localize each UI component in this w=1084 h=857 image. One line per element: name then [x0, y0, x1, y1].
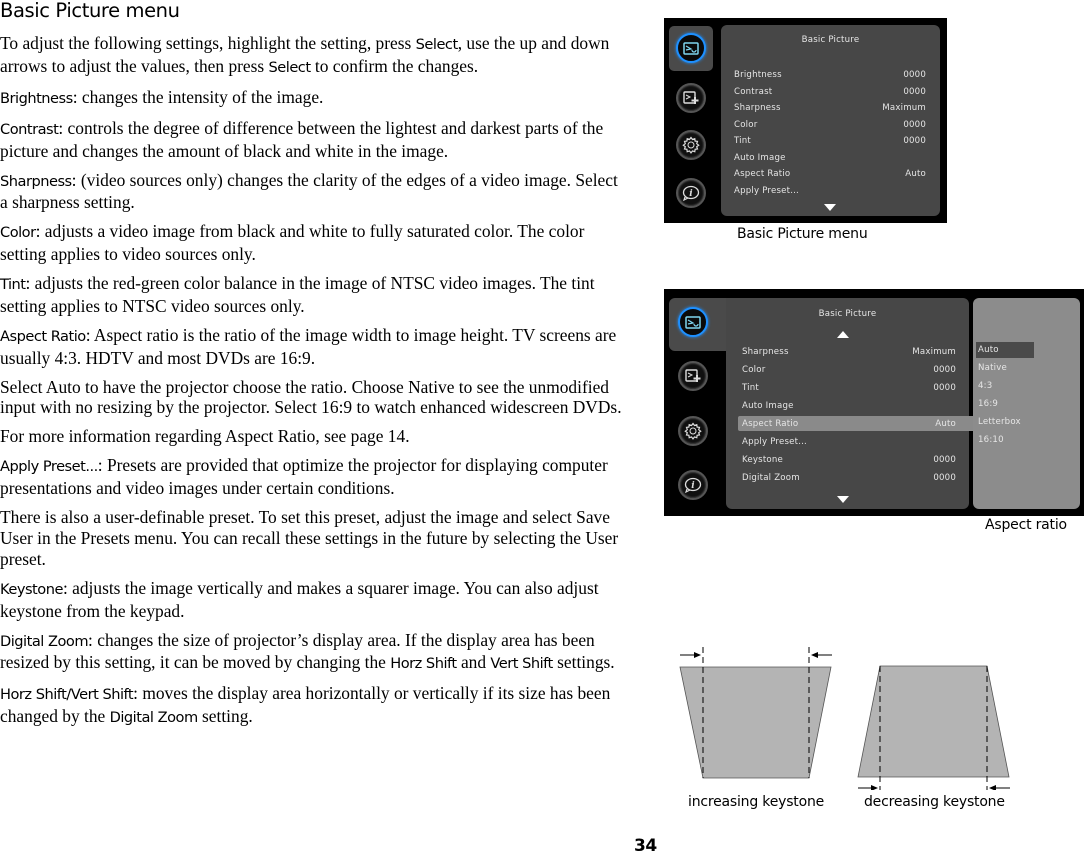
- info-icon[interactable]: [678, 470, 708, 500]
- aspect-ratio-paragraph: Aspect Ratio: Aspect ratio is the ratio of the image width to image height. TV screens are usually 4:3. HDTV and most DVDs are 16:9.: [0, 324, 617, 368]
- decreasing-keystone-caption: decreasing keystone: [864, 794, 1005, 810]
- menu-row-tint[interactable]: Tint 0000: [742, 382, 956, 393]
- advanced-picture-icon[interactable]: [678, 361, 708, 391]
- menu-row-auto-image[interactable]: Auto Image: [734, 152, 786, 163]
- increasing-keystone-caption: increasing keystone: [688, 794, 825, 810]
- aspect-ratio-submenu: [973, 298, 1080, 509]
- aspect-ratio-menu-screenshot: [664, 289, 1084, 516]
- menu-row-aspect-ratio[interactable]: Aspect Ratio Auto: [734, 169, 926, 179]
- shift-paragraph: Horz Shift/Vert Shift: moves the display area horizontally or vertically if its size has been changed by the Digital Zoom setting.: [0, 683, 611, 727]
- menu-row-sharpness[interactable]: Sharpness Maximum: [742, 346, 956, 357]
- basic-picture-panel: [721, 25, 940, 216]
- scroll-down-arrow-icon[interactable]: [837, 496, 849, 503]
- decreasing-keystone-shape: [858, 666, 1010, 790]
- aspect-ratio-caption: Aspect ratio: [985, 517, 1067, 533]
- aspect-ratio-options-paragraph: Select Auto to have the projector choose the ratio. Choose Native to see the unmodified input with no resizing by the projector. Select 16:9 to watch enhanced widescreen DVDs.: [0, 376, 622, 418]
- picture-icon[interactable]: [678, 307, 708, 337]
- color-paragraph: Color: adjusts a video image from black and white to fully saturated color. The color setting applies to video sources only.: [0, 221, 585, 265]
- menu-row-sharpness[interactable]: Sharpness Maximum: [734, 103, 926, 113]
- submenu-option-4-3[interactable]: 4:3: [978, 381, 993, 391]
- submenu-option-16-9[interactable]: 16:9: [978, 399, 999, 409]
- svg-text:i: i: [691, 481, 695, 491]
- menu-row-aspect-ratio-highlighted[interactable]: Aspect Ratio Auto: [738, 416, 969, 431]
- settings-gear-icon[interactable]: [678, 416, 708, 446]
- body-text: [0, 33, 626, 737]
- menu-row-color[interactable]: Color 0000: [742, 364, 956, 375]
- submenu-option-auto[interactable]: Auto: [976, 342, 1034, 358]
- aspect-ratio-reference: For more information regarding Aspect Ratio, see page 14.: [0, 426, 410, 447]
- menu-row-apply-preset[interactable]: Apply Preset...: [734, 185, 799, 196]
- svg-text:i: i: [689, 189, 693, 199]
- menu-row-color[interactable]: Color 0000: [734, 119, 926, 130]
- submenu-option-native[interactable]: Native: [978, 363, 1008, 373]
- increasing-keystone-shape: [680, 647, 832, 778]
- info-icon[interactable]: [676, 178, 706, 208]
- tint-paragraph: Tint: adjusts the red-green color balance in the image of NTSC video images. The tint setting applies to NTSC video sources only.: [0, 273, 595, 316]
- submenu-option-16-10[interactable]: 16:10: [978, 435, 1004, 445]
- advanced-picture-icon[interactable]: [676, 83, 706, 113]
- settings-gear-icon[interactable]: [676, 130, 706, 160]
- menu-row-brightness[interactable]: Brightness 0000: [734, 70, 926, 80]
- submenu-option-letterbox[interactable]: Letterbox: [978, 417, 1021, 427]
- menu-row-auto-image[interactable]: Auto Image: [742, 400, 794, 411]
- basic-picture-panel: [726, 298, 969, 509]
- select-term: Select: [415, 36, 458, 53]
- menu-row-apply-preset[interactable]: Apply Preset...: [742, 436, 807, 447]
- intro-paragraph: To adjust the following settings, highlight the setting, press Select, use the up and down arrows to adjust the values, then press Select to confirm the changes.: [0, 33, 610, 76]
- brightness-paragraph: Brightness: changes the intensity of the image.: [0, 86, 324, 107]
- picture-icon[interactable]: [676, 33, 706, 63]
- scroll-up-arrow-icon[interactable]: [837, 331, 849, 338]
- page-title: Basic Picture menu: [0, 0, 180, 22]
- basic-picture-menu-caption: Basic Picture menu: [737, 226, 868, 242]
- keystone-paragraph: Keystone: adjusts the image vertically and makes a squarer image. You can also adjust keystone from the keypad.: [0, 577, 599, 621]
- menu-row-contrast[interactable]: Contrast 0000: [734, 86, 926, 97]
- digital-zoom-paragraph: Digital Zoom: changes the size of projector’s display area. If the display area has been resized by this setting, it can be moved by changing the Horz Shift and Vert Shift settings.: [0, 629, 615, 673]
- panel-title: Basic Picture: [801, 35, 860, 45]
- user-preset-paragraph: There is also a user-definable preset. To set this preset, adjust the image and select Save User in the Presets menu. You can recall these settings in the future by selecting the User preset.: [0, 507, 619, 569]
- apply-preset-paragraph: Apply Preset...: Presets are provided that optimize the projector for displaying computer presentations and video images under certain conditions.: [0, 455, 608, 499]
- contrast-paragraph: Contrast: controls the degree of difference between the lightest and darkest parts of the picture and changes the amount of black and white in the image.: [0, 117, 604, 161]
- basic-picture-menu-screenshot: [664, 18, 947, 223]
- select-term: Select: [268, 58, 311, 76]
- menu-row-keystone[interactable]: Keystone 0000: [742, 454, 956, 465]
- keystone-diagram: [670, 640, 1020, 790]
- scroll-down-arrow-icon[interactable]: [824, 204, 836, 211]
- menu-row-tint[interactable]: Tint 0000: [734, 136, 926, 146]
- panel-title: Basic Picture: [818, 309, 877, 319]
- page-number: 34: [634, 836, 657, 856]
- sharpness-paragraph: Sharpness: (video sources only) changes the clarity of the edges of a video image. Select a sharpness setting.: [0, 169, 618, 213]
- menu-row-digital-zoom[interactable]: Digital Zoom 0000: [742, 472, 956, 483]
